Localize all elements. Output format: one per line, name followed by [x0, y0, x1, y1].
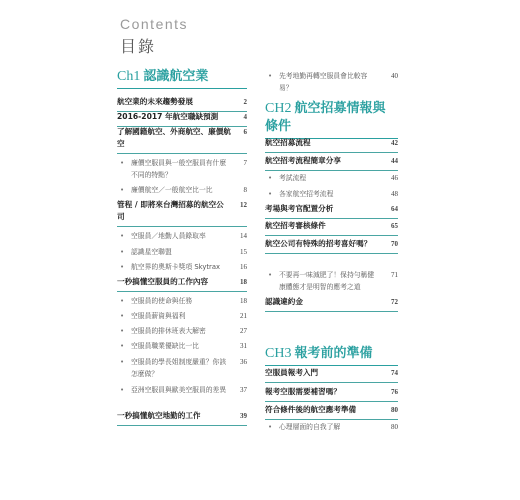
entry-title: 認識違約金	[265, 297, 303, 306]
page-number: 44	[391, 157, 398, 165]
toc-entry[interactable]	[117, 199, 247, 227]
entry-title: • 空服員職業優缺比一比	[131, 342, 199, 350]
entry-title: • 空服員／地勤人員錄取率	[131, 232, 206, 240]
toc-entry[interactable]	[265, 220, 398, 236]
page-number: 72	[391, 298, 398, 306]
toc-entry[interactable]	[117, 410, 247, 426]
page-number: 80	[391, 406, 398, 414]
page-number: 36	[240, 358, 247, 366]
page-number: 12	[240, 201, 247, 209]
page-number: 39	[240, 412, 247, 420]
page-number: 18	[240, 297, 247, 305]
entry-title: • 航空界的奧斯卡獎項 Skytrax	[131, 263, 221, 271]
toc-subentry[interactable]	[265, 269, 398, 293]
entry-title: • 亞洲空服員與歐美空服員的差異	[131, 386, 227, 394]
entry-title: • 空服員的學長姐制度嚴重？你該怎麼做？	[131, 358, 227, 378]
entry-title: 一秒搞懂空服員的工作內容	[117, 277, 209, 286]
entry-title: 考場與考官配置分析	[265, 204, 334, 213]
page-number: 48	[391, 190, 398, 198]
toc-entry[interactable]	[265, 386, 398, 402]
page-number: 46	[391, 174, 398, 182]
toc-subentry[interactable]	[117, 184, 247, 196]
entry-title: • 廉價空服員與一般空服員有什麼不同的特點？	[131, 159, 227, 179]
chapter-number: Ch1	[117, 69, 141, 84]
toc-subentry[interactable]	[117, 246, 247, 258]
toc-subentry[interactable]	[117, 325, 247, 337]
toc-subentry[interactable]	[117, 261, 247, 273]
page-number: 42	[391, 139, 398, 147]
toc-entry[interactable]	[117, 111, 247, 127]
chapter-number: CH2	[265, 101, 292, 116]
page-number: 70	[391, 240, 398, 248]
entry-title: 航空招募流程	[265, 138, 311, 147]
contents-heading: Contents	[120, 16, 189, 32]
page-number: 31	[240, 342, 247, 350]
chapter-heading	[265, 100, 398, 139]
entry-title: • 不要再一味減肥了！保持勻稱健康體態才是明智的應考之道	[279, 271, 375, 291]
chapter-number: CH3	[265, 346, 292, 361]
toc-entry[interactable]	[265, 367, 398, 383]
page-number: 74	[391, 369, 398, 377]
entry-title: 符合條件後的航空應考準備	[265, 405, 357, 414]
chapter-heading	[265, 345, 398, 366]
page-number: 37	[240, 386, 247, 394]
entry-title: 一秒搞懂航空地勤的工作	[117, 411, 201, 420]
contents-heading-chinese: 目錄	[120, 37, 157, 56]
chapter-heading	[117, 68, 247, 89]
entry-title: • 空服員的排休班表大解密	[131, 327, 206, 335]
entry-title: 航空招考流程簡章分享	[265, 156, 341, 165]
entry-title: • 認識星空聯盟	[131, 248, 172, 256]
page-number: 2	[243, 98, 247, 106]
chapter-title: 認識航空業	[143, 69, 209, 84]
page-number: 40	[391, 72, 398, 80]
entry-title: • 心理層面的自我了解	[279, 423, 341, 431]
chapter-title: 航空招募情報與條件	[265, 101, 386, 134]
entry-title: • 空服員的使命與任務	[131, 297, 193, 305]
page-number: 16	[240, 263, 247, 271]
page-number: 21	[240, 312, 247, 320]
toc-entry[interactable]	[265, 155, 398, 171]
page-number: 7	[243, 159, 247, 167]
toc-subentry[interactable]	[117, 384, 247, 396]
toc-entry[interactable]	[117, 126, 247, 154]
page-number: 8	[243, 186, 247, 194]
toc-entry[interactable]	[265, 404, 398, 420]
toc-subentry[interactable]	[265, 188, 398, 200]
toc-subentry[interactable]	[265, 172, 398, 184]
entry-title: 報考空服需要補習嗎？	[265, 387, 341, 396]
page-number: 15	[240, 248, 247, 256]
toc-entry[interactable]	[117, 96, 247, 112]
toc-subentry[interactable]	[117, 157, 247, 181]
entry-title: • 考試流程	[279, 174, 307, 182]
toc-subentry[interactable]	[117, 356, 247, 380]
toc-subentry[interactable]	[117, 310, 247, 322]
entry-title: • 空服員薪資與福利	[131, 312, 186, 320]
toc-subentry[interactable]	[117, 340, 247, 352]
entry-title: 2016-2017 年航空職缺預測	[117, 112, 219, 121]
page-number: 80	[391, 423, 398, 431]
entry-title: • 先考地勤再轉空服員會比較容易？	[279, 72, 368, 92]
page-number: 27	[240, 327, 247, 335]
entry-title: 管程 / 即將來台灣招募的航空公司	[117, 200, 224, 221]
page-number: 64	[391, 205, 398, 213]
entry-title: 航空招考審核條件	[265, 221, 326, 230]
toc-entry[interactable]	[265, 203, 398, 219]
toc-subentry[interactable]	[265, 421, 398, 433]
toc-entry[interactable]	[117, 276, 247, 292]
page-number: 71	[391, 271, 398, 279]
page-number: 18	[240, 278, 247, 286]
page-number: 4	[243, 113, 247, 121]
toc-entry[interactable]	[265, 296, 398, 312]
entry-title: 航空業的未來趨勢發展	[117, 97, 193, 106]
toc-subentry[interactable]	[117, 295, 247, 307]
toc-entry[interactable]	[265, 238, 398, 254]
page-number: 76	[391, 388, 398, 396]
page-number: 65	[391, 222, 398, 230]
toc-subentry[interactable]	[117, 230, 247, 242]
entry-title: • 廉價航空／一般航空比一比	[131, 186, 213, 194]
entry-title: 航空公司有特殊的招考喜好嗎？	[265, 239, 372, 248]
page-number: 14	[240, 232, 247, 240]
toc-entry[interactable]	[265, 137, 398, 153]
page-number: 6	[243, 128, 247, 136]
chapter-title: 報考前的準備	[294, 346, 373, 361]
entry-title: • 各家航空招考流程	[279, 190, 334, 198]
entry-title: 空服員報考入門	[265, 368, 319, 377]
entry-title: 了解國籍航空、外商航空、廉價航空	[117, 127, 231, 148]
toc-subentry[interactable]	[265, 70, 398, 94]
